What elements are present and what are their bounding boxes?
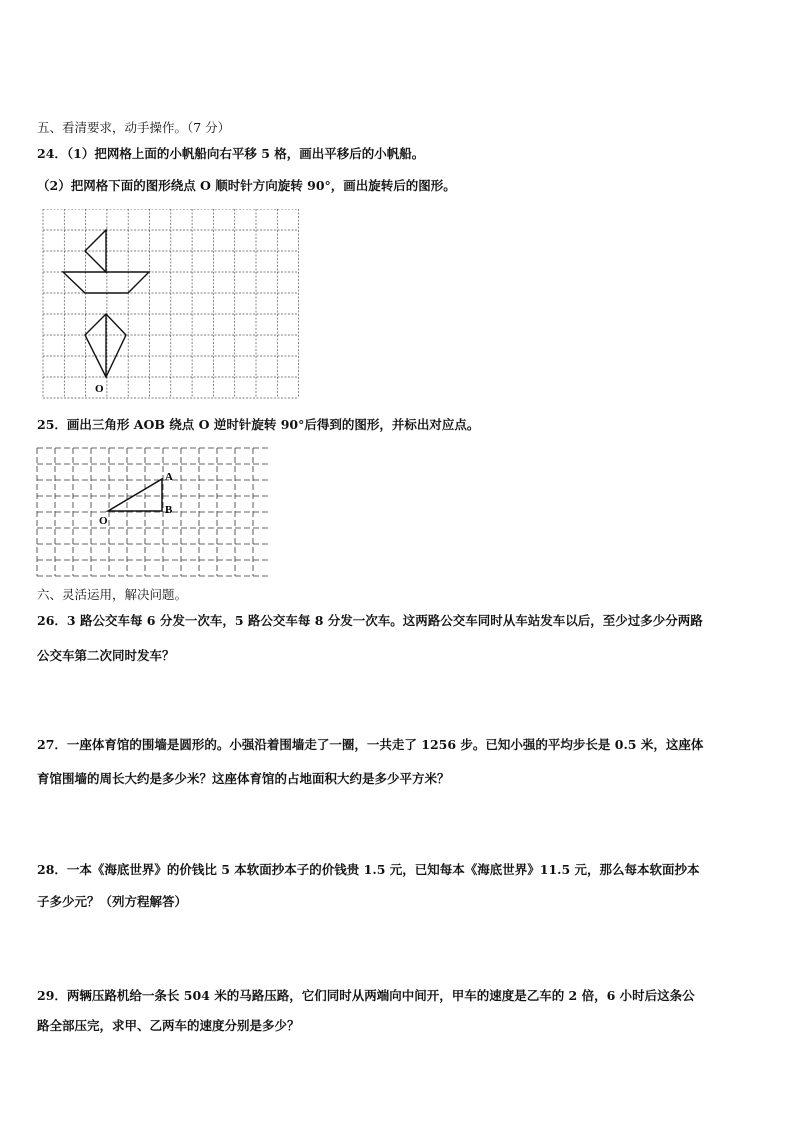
sailboat-shape xyxy=(63,230,149,293)
kite-shape xyxy=(85,314,126,377)
q26-line1: 26．3 路公交车每 6 分发一次车，5 路公交车每 8 分发一次车。这两路公交车同时从车站发车以后，至少过多少分两路 xyxy=(37,613,703,628)
section6-title: 六、灵活运用，解决问题。 xyxy=(37,587,188,602)
section5-title: 五、看清要求，动手操作。（7 分） xyxy=(37,120,231,135)
point-o-label: O xyxy=(99,515,108,527)
triangle-aob xyxy=(108,479,162,511)
q27-line1: 27．一座体育馆的围墙是圆形的。小强沿着围墙走了一圈，一共走了 1256 步。已知小强的平均步长是 0.5 米，这座体 xyxy=(37,737,704,752)
q25-text: 25．画出三角形 AOB 绕点 O 逆时针旋转 90°后得到的图形，并标出对应点。 xyxy=(37,417,480,432)
q29-line1: 29．两辆压路机给一条长 504 米的马路压路，它们同时从两端向中间开，甲车的速度是乙车的 2 倍，6 小时后这条公 xyxy=(37,988,695,1003)
q26-line2: 公交车第二次同时发车？ xyxy=(37,648,175,663)
q24-line1: 24．（1）把网格上面的小帆船向右平移 5 格，画出平移后的小帆船。 xyxy=(37,146,425,161)
q29-line2: 路全部压完，求甲、乙两车的速度分别是多少？ xyxy=(37,1018,300,1033)
q25-grid-figure xyxy=(36,447,270,577)
q25-grid-lines xyxy=(37,448,270,576)
q24-line2: （2）把网格下面的图形绕点 O 顺时针方向旋转 90°，画出旋转后的图形。 xyxy=(37,178,456,193)
q24-grid-lines xyxy=(43,209,299,398)
q24-grid-figure xyxy=(42,209,302,401)
point-b-label: B xyxy=(165,504,173,516)
q24-point-o-label: O xyxy=(95,383,104,395)
q27-line2: 育馆围墙的周长大约是多少米？这座体育馆的占地面积大约是多少平方米？ xyxy=(37,771,450,786)
q28-line1: 28．一本《海底世界》的价钱比 5 本软面抄本子的价钱贵 1.5 元，已知每本《海底世界》11.5 元，那么每本软面抄本 xyxy=(37,862,700,877)
point-a-label: A xyxy=(165,471,173,483)
q28-line2: 子多少元？（列方程解答） xyxy=(37,894,188,909)
